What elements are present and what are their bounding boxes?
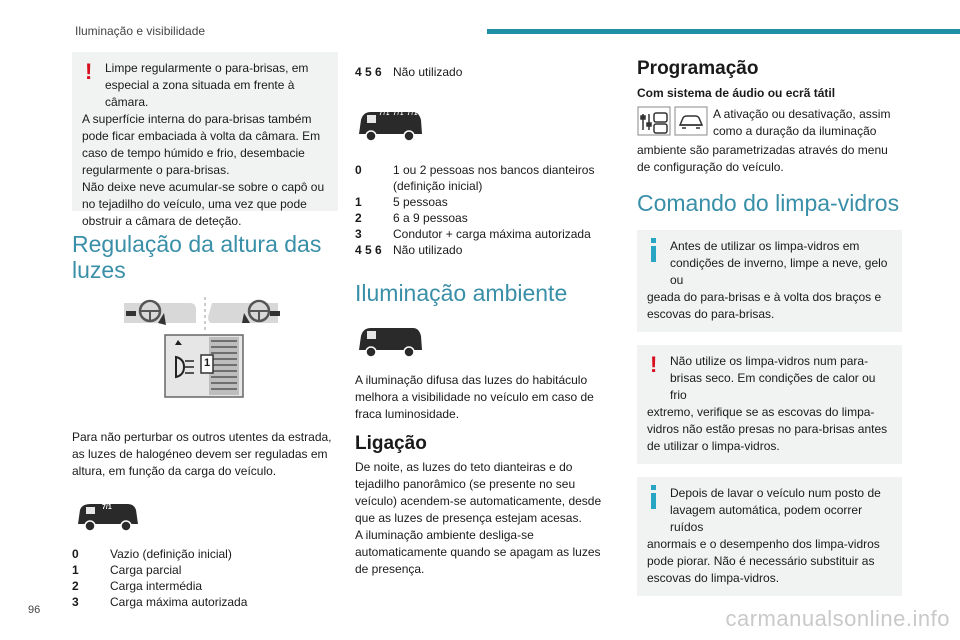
page-number: 96 <box>28 604 41 616</box>
warning-text: extremo, verifique se as escovas do limpa-vidros não estão presas no para-brisas antes de utilizar o limpa-vidros. <box>647 405 888 453</box>
van-ambient-icon <box>355 324 425 360</box>
van-people-figure <box>355 88 617 150</box>
programming-text-first: A ativação ou desativação, assim como a duração da iluminação <box>713 107 891 138</box>
section-title: Iluminação e visibilidade <box>75 24 206 38</box>
settings-icons <box>637 106 709 136</box>
list-item: 1 5 pessoas <box>355 195 448 209</box>
warning-text-first: Não utilize os limpa-vidros num para-brisas seco. Em condições de calor ou frio <box>670 354 876 402</box>
warning-box-camera <box>72 52 338 228</box>
warning-box-dry-windscreen <box>637 345 902 464</box>
list-item: 2 6 a 9 pessoas <box>355 211 468 225</box>
info-text-first: Depois de lavar o veículo num posto de lavagem automática, podem ocorrer ruídos <box>670 486 881 534</box>
subheading-audio-system: Com sistema de áudio ou ecrã tátil <box>637 86 836 100</box>
watermark: carmanualsonline.info <box>725 606 950 631</box>
info-box-car-wash <box>637 477 902 596</box>
warning-text-last: Não deixe neve acumular-se sobre o capô ou no tejadilho do veículo, uma vez que pode obstruir a câmara de deteção. <box>82 180 325 228</box>
warning-text-first: Limpe regularmente o para-brisas, em especial a zona situada em frente à câmara. <box>105 61 309 109</box>
info-box-winter <box>637 230 902 332</box>
van-icon-label: 7/1 <box>102 504 112 511</box>
column-3 <box>637 58 902 596</box>
programming-block <box>637 106 902 142</box>
list-item: 3 Carga máxima autorizada <box>72 595 248 609</box>
programming-text: ambiente são parametrizadas através do menu de configuração do veículo. <box>637 143 888 174</box>
list-item: 1 Carga parcial <box>72 563 182 577</box>
van-icon-figure <box>72 488 338 546</box>
column-2 <box>355 64 617 578</box>
heading-programacao: Programação <box>637 58 759 79</box>
ligacao-text-2: A iluminação ambiente desliga-se automaticamente quando se apagam as luzes de presença. <box>355 528 601 576</box>
list-item: 3 Condutor + carga máxima autorizada <box>355 227 591 241</box>
info-text: anormais e o desempenho dos limpa-vidros pode piorar. Não é necessário substituir as escovas do limpa-vidros. <box>647 537 880 585</box>
ligacao-text: De noite, as luzes do teto dianteiras e do tejadilho panorâmico (se presente no seu veículo) acendem-se automaticamente, desde que as luzes de presença estejam acesas. <box>355 460 602 525</box>
headlamp-figure <box>72 297 338 417</box>
steering-wheel-right-icon <box>208 301 280 323</box>
van-ambient-figure <box>355 316 617 372</box>
heading-wiper-control: Comando do limpa-vidros <box>637 190 900 216</box>
heading-ambient-lighting: Iluminação ambiente <box>355 280 568 306</box>
info-icon <box>649 238 667 264</box>
van-seat-labels: 7/1 7/1 7/1 <box>379 111 419 117</box>
info-text-first: Antes de utilizar os limpa-vidros em condições de inverno, limpe a neve, gelo ou <box>670 239 888 287</box>
warning-icon: ! <box>85 59 93 84</box>
list-item: 2 Carga intermédia <box>72 579 203 593</box>
warning-text: A superfície interna do para-brisas também pode ficar embaciada à volta da câmara. Em caso de tempo húmido e frio, desembacie regularmente o para-brisas. <box>82 112 321 177</box>
heading-ligacao: Ligação <box>355 433 427 454</box>
headlamp-description: Para não perturbar os outros utentes da estrada, as luzes de halogéneo devem ser reguladas em altura, em função da carga do veículo. <box>72 430 332 478</box>
heading-headlamp-height: Regulação da altura das luzes <box>72 231 322 283</box>
info-text: geada do para-brisas e à volta dos braços e escovas do para-brisas. <box>647 290 882 321</box>
list-item: 0 1 ou 2 pessoas nos bancos dianteiros (definição inicial) <box>355 163 595 193</box>
steering-wheel-left-icon <box>124 301 196 325</box>
ambient-description: A iluminação difusa das luzes do habitáculo melhora a visibilidade no veículo em caso de fraca luminosidade. <box>355 373 594 421</box>
list-item: 4 5 6 Não utilizado <box>355 65 463 79</box>
list-item: 4 5 6 Não utilizado <box>355 243 463 257</box>
header-accent-bar <box>487 29 960 34</box>
warning-icon: ! <box>650 352 658 377</box>
info-icon <box>649 485 667 511</box>
list-item: 0 Vazio (definição inicial) <box>72 547 232 561</box>
column-1 <box>72 52 338 610</box>
dial-label: 1 <box>203 357 211 369</box>
